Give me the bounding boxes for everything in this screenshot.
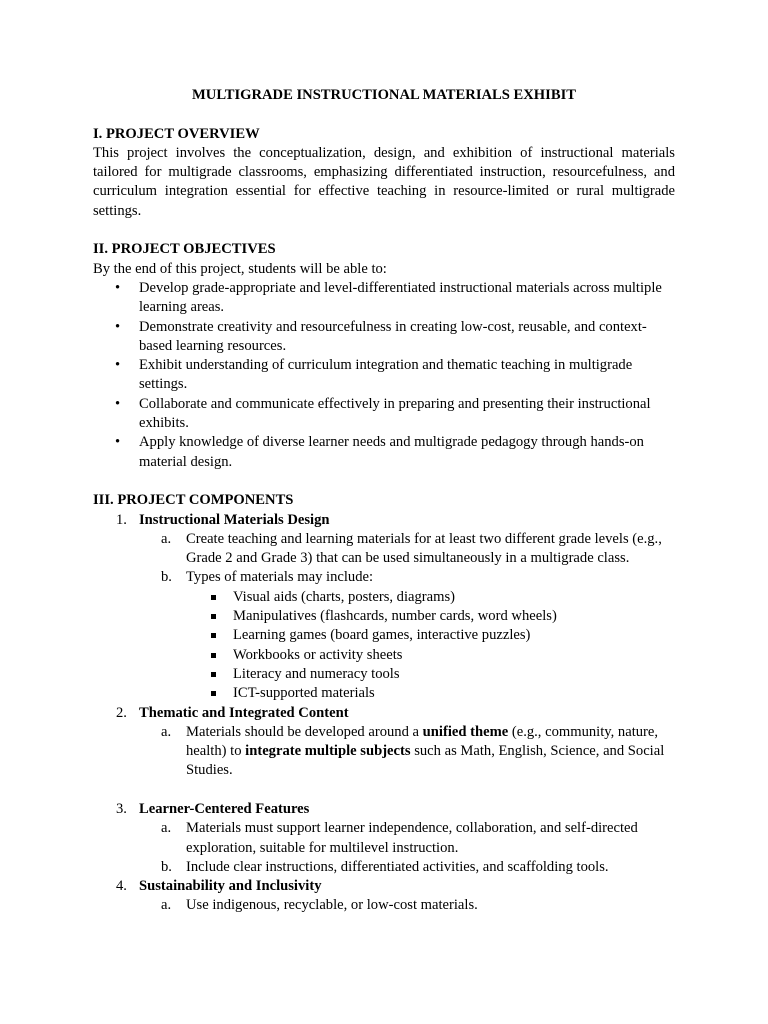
spacer [139, 781, 675, 800]
component-title: Thematic and Integrated Content [139, 704, 349, 721]
bullet-icon: • [115, 279, 121, 296]
sub-item [139, 896, 675, 915]
square-bullet-icon [211, 633, 216, 638]
spacer [93, 472, 675, 491]
overview-heading: I. PROJECT OVERVIEW [93, 125, 260, 142]
objectives-list [93, 279, 675, 472]
type-text: Manipulatives (flashcards, number cards, word wheels) [233, 608, 557, 625]
sub-text-bold: integrate multiple subjects [245, 743, 411, 760]
component-title: Instructional Materials Design [139, 511, 330, 528]
spacer [93, 105, 675, 124]
objective-text: Demonstrate creativity and resourcefulness in creating low-cost, reusable, and context-based learning resources. [139, 318, 647, 354]
list-item [186, 684, 675, 703]
sub-text-part: such as Math, English, Science, and Social Studies. [186, 743, 665, 779]
component-item [93, 511, 675, 704]
sub-label: a. [161, 530, 172, 547]
list-item [186, 588, 675, 607]
sub-list [139, 530, 675, 704]
type-text: Literacy and numeracy tools [233, 665, 400, 682]
list-item [186, 626, 675, 645]
overview-text: This project involves the conceptualization, design, and exhibition of instructional materials tailored for multigrade classrooms, emphasizing differentiated instruction, resourcefulness, and curriculum integration essential for effective teaching in resource-limited or rural multigrade settings. [93, 144, 675, 219]
list-item [93, 395, 675, 434]
sub-item [139, 819, 675, 858]
sub-label: a. [161, 820, 172, 837]
sub-item [139, 568, 675, 703]
square-bullet-icon [211, 595, 216, 600]
sub-text-part: Materials should be developed around a [186, 723, 423, 740]
objectives-intro: By the end of this project, students will be able to: [93, 260, 387, 277]
list-item [93, 356, 675, 395]
objective-text: Collaborate and communicate effectively in preparing and presenting their instructional exhibits. [139, 395, 651, 432]
component-item [93, 704, 675, 800]
component-number: 1. [116, 511, 127, 528]
sub-text-bold: unified theme [422, 723, 509, 740]
sub-text: Materials must support learner independence, collaboration, and self-directed exploration, suitable for multilevel instruction. [186, 820, 638, 856]
sub-list [139, 819, 675, 877]
component-title: Sustainability and Inclusivity [139, 878, 322, 895]
type-text: Visual aids (charts, posters, diagrams) [233, 588, 456, 605]
sub-text-part: (e.g., community, nature, health) to [186, 723, 659, 760]
square-bullet-icon [211, 672, 216, 677]
list-item [93, 433, 675, 472]
list-item [186, 607, 675, 626]
square-bullet-icon [211, 691, 216, 696]
document-title: MULTIGRADE INSTRUCTIONAL MATERIALS EXHIBIT [192, 87, 576, 103]
bullet-icon: • [115, 395, 121, 412]
objective-text: Apply knowledge of diverse learner needs and multigrade pedagogy through hands-on material design. [139, 434, 644, 470]
sub-text: Use indigenous, recyclable, or low-cost materials. [186, 897, 478, 914]
bullet-icon: • [115, 318, 121, 335]
spacer [93, 221, 675, 240]
components-section [93, 491, 675, 916]
square-bullet-icon [211, 653, 216, 658]
type-text: ICT-supported materials [233, 685, 375, 702]
sub-item [139, 530, 675, 569]
sub-label: a. [161, 897, 172, 914]
component-number: 4. [116, 878, 127, 895]
objectives-heading: II. PROJECT OBJECTIVES [93, 241, 276, 258]
objectives-section [93, 240, 675, 472]
list-item [93, 279, 675, 318]
objective-text: Develop grade-appropriate and level-differentiated instructional materials across multiple learning areas. [139, 279, 662, 316]
component-title: Learner-Centered Features [139, 800, 310, 817]
objective-text: Exhibit understanding of curriculum integration and thematic teaching in multigrade settings. [139, 357, 633, 393]
components-heading: III. PROJECT COMPONENTS [93, 492, 294, 509]
sub-text: Include clear instructions, differentiated activities, and scaffolding tools. [186, 858, 609, 875]
sub-text: Create teaching and learning materials for at least two different grade levels (e.g., Grade 2 and Grade 3) that can be used simultaneously in a multigrade class. [186, 530, 662, 567]
overview-section [93, 125, 675, 221]
bullet-icon: • [115, 434, 121, 451]
sub-item [139, 858, 675, 877]
material-types-list [186, 588, 675, 704]
list-item [186, 646, 675, 665]
type-text: Workbooks or activity sheets [233, 646, 403, 663]
components-list [93, 511, 675, 916]
component-number: 3. [116, 800, 127, 817]
bullet-icon: • [115, 357, 121, 374]
document-body [93, 86, 675, 916]
sub-list [139, 896, 675, 915]
sub-list [139, 723, 675, 781]
component-item [93, 800, 675, 877]
type-text: Learning games (board games, interactive puzzles) [233, 627, 531, 644]
list-item [186, 665, 675, 684]
component-number: 2. [116, 704, 127, 721]
sub-item [139, 723, 675, 781]
sub-label: a. [161, 723, 172, 740]
sub-label: b. [161, 858, 172, 875]
component-item [93, 877, 675, 916]
list-item [93, 318, 675, 357]
sub-label: b. [161, 569, 172, 586]
square-bullet-icon [211, 614, 216, 619]
sub-text: Types of materials may include: [186, 569, 374, 586]
